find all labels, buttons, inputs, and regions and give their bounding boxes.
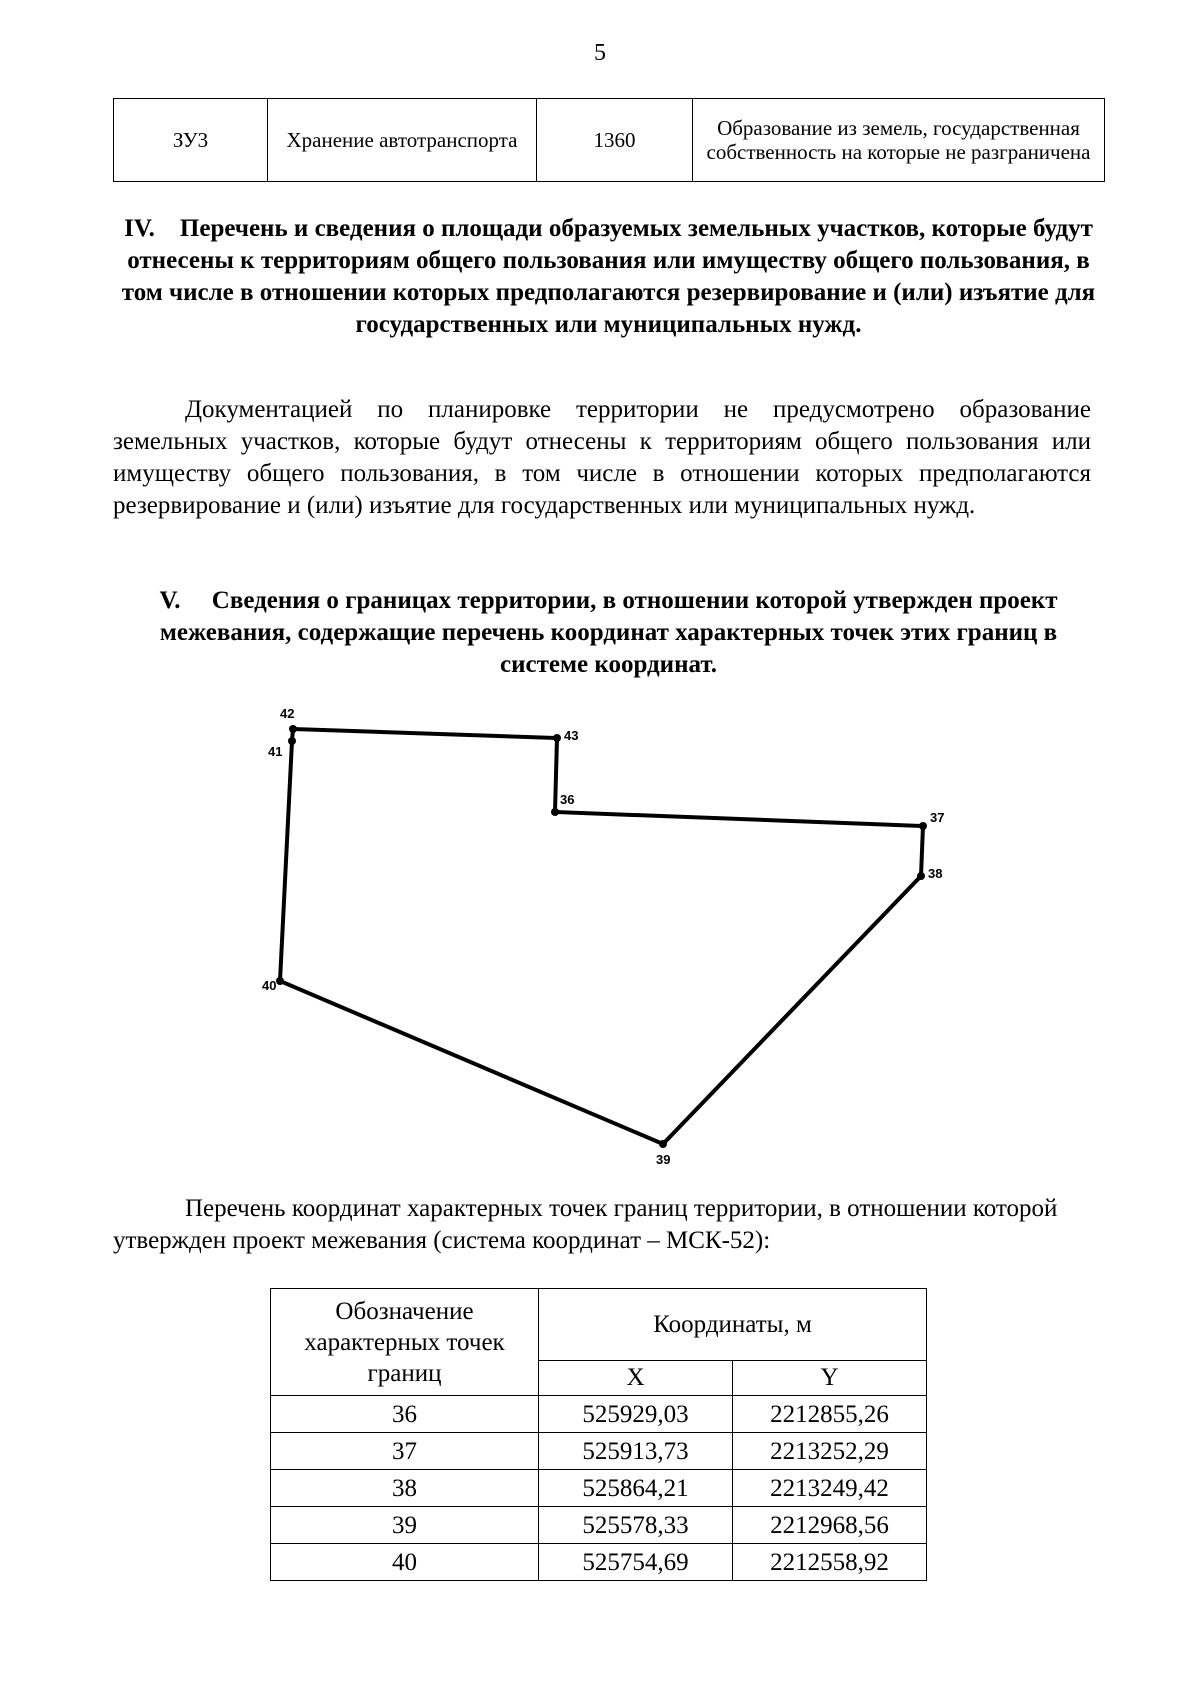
x-cell: 525913,73 — [539, 1433, 733, 1470]
header-y: Y — [733, 1360, 927, 1395]
vertex-43 — [553, 734, 561, 742]
vertex-36 — [551, 808, 559, 816]
coordinates-table — [270, 1288, 927, 1581]
table-row — [271, 1470, 927, 1507]
vertex-label-42: 42 — [280, 706, 295, 721]
point-cell: 40 — [271, 1544, 539, 1581]
point-cell: 36 — [271, 1396, 539, 1433]
header-x: X — [539, 1360, 733, 1395]
vertex-39 — [659, 1140, 667, 1148]
boundary-vertices — [276, 725, 927, 1148]
vertex-37 — [919, 822, 927, 830]
x-cell: 525754,69 — [539, 1544, 733, 1581]
section-iv-heading: IV. Перечень и сведения о площади образуемых земельных участков, которые будут отнесены к территориям общего пользования или имуществу общего пользования, в том числе в отношении которых предполагаются резервирование и (или) изъятие для государственных или муниципальных нужд. — [121, 215, 1102, 338]
vertex-label-39: 39 — [656, 1152, 671, 1167]
plot-use-cell: Хранение автотранспорта — [268, 99, 537, 182]
vertex-label-36: 36 — [560, 792, 575, 807]
vertex-42 — [289, 725, 297, 733]
table-row — [271, 1433, 927, 1470]
point-cell: 38 — [271, 1470, 539, 1507]
section-v-paragraph: Перечень координат характерных точек границ территории, в отношении которой утвержден проект межевания (система координат – МСК-52): — [113, 1195, 1058, 1254]
y-cell: 2212968,56 — [733, 1507, 927, 1544]
y-cell: 2213249,42 — [733, 1470, 927, 1507]
vertex-label-41: 41 — [268, 744, 283, 759]
plot-note-cell: Образование из земель, государственная собственность на которые не разграничена — [693, 99, 1105, 182]
y-cell: 2213252,29 — [733, 1433, 927, 1470]
land-plot-table — [113, 98, 1105, 182]
vertex-label-40: 40 — [262, 978, 277, 993]
x-cell: 525578,33 — [539, 1507, 733, 1544]
plot-area-cell: 1360 — [537, 99, 693, 182]
section-v-heading: V. Сведения о границах территории, в отношении которой утвержден проект межевания, содержащие перечень координат характерных точек этих границ в системе координат. — [159, 587, 1064, 678]
y-cell: 2212558,92 — [733, 1544, 927, 1581]
table-row — [271, 1507, 927, 1544]
vertex-41 — [288, 737, 296, 745]
boundary-polygon — [280, 729, 923, 1144]
point-cell: 37 — [271, 1433, 539, 1470]
table-row — [271, 1396, 927, 1433]
plot-id-cell: ЗУ3 — [114, 99, 268, 182]
vertex-40 — [276, 977, 284, 985]
y-cell: 2212855,26 — [733, 1396, 927, 1433]
header-coordinates: Координаты, м — [539, 1289, 927, 1361]
page-number: 5 — [594, 40, 606, 66]
vertex-label-38: 38 — [928, 866, 943, 881]
table-row — [271, 1544, 927, 1581]
boundary-diagram — [250, 700, 970, 1170]
table-row — [114, 99, 1105, 182]
header-designation: Обозначение характерных точек границ — [271, 1289, 539, 1396]
point-cell: 39 — [271, 1507, 539, 1544]
vertex-label-37: 37 — [930, 810, 945, 825]
x-cell: 525864,21 — [539, 1470, 733, 1507]
vertex-label-43: 43 — [564, 728, 579, 743]
vertex-38 — [917, 872, 925, 880]
section-iv-paragraph: Документацией по планировке территории не предусмотрено образование земельных участков, которые будут отнесены к территориям общего пользования или имуществу общего пользования, в том числе в отношении которых предполагаются резервирование и (или) изъятие для государственных или муниципальных нужд. — [113, 396, 1091, 519]
x-cell: 525929,03 — [539, 1396, 733, 1433]
